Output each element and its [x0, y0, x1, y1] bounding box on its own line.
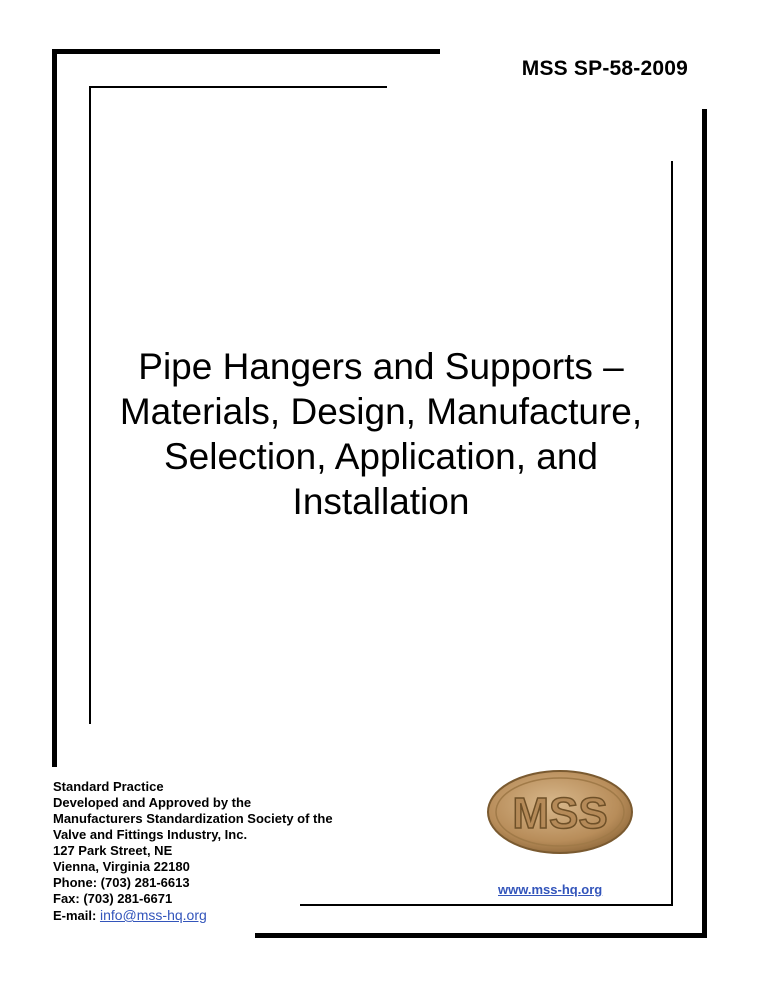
frame-outer-bottom [255, 933, 707, 938]
frame-inner-right [671, 161, 673, 906]
logo-text: MSS [512, 789, 608, 838]
publisher-line: Developed and Approved by the [53, 795, 252, 810]
address-line: Vienna, Virginia 22180 [53, 859, 190, 874]
frame-outer-left [52, 49, 57, 767]
fax-number: Fax: (703) 281-6671 [53, 891, 173, 906]
phone-number: Phone: (703) 281-6613 [53, 875, 190, 890]
publisher-line: Manufacturers Standardization Society of the [53, 811, 333, 826]
mss-logo [486, 768, 634, 856]
email-row [53, 907, 333, 924]
frame-outer-top [52, 49, 440, 54]
frame-inner-top [89, 86, 387, 88]
frame-inner-bottom [300, 904, 673, 906]
title-line: Installation [292, 481, 470, 522]
website-link[interactable]: www.mss-hq.org [498, 882, 603, 897]
email-link[interactable]: info@mss-hq.org [99, 907, 207, 923]
title-line: Selection, Application, and [163, 436, 599, 477]
address-line: 127 Park Street, NE [53, 843, 173, 858]
publisher-line: Standard Practice [53, 779, 164, 794]
title-line: Materials, Design, Manufacture, [119, 391, 643, 432]
publisher-line: Valve and Fittings Industry, Inc. [53, 827, 248, 842]
email-label: E-mail: [53, 908, 97, 923]
publisher-block [53, 779, 333, 924]
frame-outer-right [702, 109, 707, 938]
document-number: MSS SP-58-2009 [521, 57, 688, 80]
document-title [91, 344, 671, 524]
title-line: Pipe Hangers and Supports – [138, 346, 624, 387]
